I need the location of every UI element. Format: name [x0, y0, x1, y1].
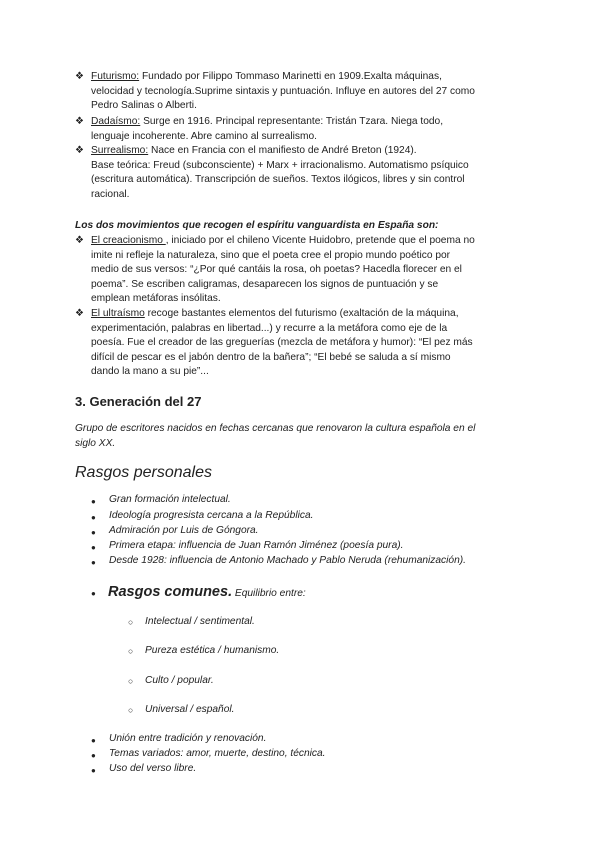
text-line: Fundado por Filippo Tommaso Marinetti en 1909.Exalta máquinas, [139, 71, 442, 82]
list-item-surrealismo [75, 144, 531, 202]
equilibrio-item: Pureza estética / humanismo. [145, 645, 280, 656]
term-dadaismo: Dadaísmo: [91, 116, 141, 127]
equilibrio-item: Culto / popular. [145, 675, 214, 686]
list-item-rasgo: Gran formación intelectual. [109, 494, 231, 505]
equilibrio-item: Universal / español. [145, 704, 235, 715]
text-line: siglo XX. [75, 437, 116, 449]
bullet-icon: ● [91, 751, 96, 760]
equilibrio-item: Intelectual / sentimental. [145, 616, 255, 627]
text-line: medio de sus versos: “¿Por qué cantáis la rosa, oh poetas? Hacedla florecer en el [91, 264, 462, 276]
circle-bullet-icon: ○ [128, 646, 134, 656]
rasgos-comunes-title: Rasgos comunes. [108, 584, 233, 600]
diamond-bullet-icon: ❖ [75, 235, 84, 246]
term-ultraismo: El ultraísmo [91, 308, 145, 319]
text-line: (escritura automática). Transcripción de sueños. Textos ilógicos, libres y sin control [91, 174, 465, 186]
bullet-icon: ● [91, 766, 96, 775]
text-line: imite ni refleje la naturaleza, sino que el poeta cree el propio mundo poético por [91, 249, 451, 261]
bullet-icon: ● [91, 736, 96, 745]
term-surrealismo: Surrealismo: [91, 145, 149, 156]
intro-paragraph [75, 422, 545, 451]
list-item-futurismo [75, 70, 531, 114]
diamond-bullet-icon: ❖ [75, 308, 84, 319]
text-line: poema”. Se escriben caligramas, desaparecen los signos de puntuación y se [91, 278, 439, 290]
text-line: poesía. Fue el creador de las greguerías (mezcla de metáfora y humor): “El pez más [91, 337, 473, 349]
list-item-rasgo: Admiración por Luis de Góngora. [109, 525, 259, 536]
circle-bullet-icon: ○ [128, 617, 134, 627]
rasgos-comunes-heading [108, 583, 306, 601]
text-line: experimentación, palabras en libertad...) y recurre a la metáfora como eje de la [91, 322, 448, 334]
bullet-icon: ● [91, 513, 96, 522]
diamond-bullet-icon: ❖ [75, 145, 84, 156]
text-line: racional. [91, 188, 130, 200]
term-creacionismo: El creacionismo [91, 235, 166, 246]
diamond-bullet-icon: ❖ [75, 71, 84, 82]
list-item-ultraismo [75, 307, 531, 380]
bullet-icon: ● [91, 528, 96, 537]
text-line: difícil de pescar es el jabón dentro de la bañera”; “El bebé se saluda a sí mismo [91, 351, 451, 363]
text-line: , iniciado por el chileno Vicente Huidobro, pretende que el poema no [165, 235, 475, 246]
text-line: Surge en 1916. Principal representante: Tristán Tzara. Niega todo, [140, 116, 444, 127]
text-line: Nace en Francia con el manifiesto de André Breton (1924). [148, 145, 417, 156]
list-item-final: Unión entre tradición y renovación. [109, 733, 267, 744]
text-line: dando la mano a su pie”... [91, 366, 209, 378]
list-item-final: Temas variados: amor, muerte, destino, técnica. [109, 748, 326, 759]
list-item-dadaismo [75, 115, 531, 144]
circle-bullet-icon: ○ [128, 705, 134, 715]
espana-heading: Los dos movimientos que recogen el espíritu vanguardista en España son: [75, 220, 439, 231]
rasgos-personales-title: Rasgos personales [75, 464, 212, 481]
list-item-rasgo: Primera etapa: influencia de Juan Ramón Jiménez (poesía pura). [109, 540, 404, 551]
list-item-final: Uso del verso libre. [109, 763, 197, 774]
bullet-icon: ● [91, 497, 96, 506]
list-item-rasgo: Desde 1928: influencia de Antonio Machado y Pablo Neruda (rehumanización). [109, 555, 466, 566]
text-line: emplean metáforas insólitas. [91, 293, 221, 305]
term-futurismo: Futurismo: [91, 71, 140, 82]
text-line: lenguaje incoherente. Abre camino al surrealismo. [91, 130, 317, 142]
diamond-bullet-icon: ❖ [75, 116, 84, 127]
text-line: Base teórica: Freud (subconsciente) + Marx + irracionalismo. Automatismo psíquico [91, 159, 469, 171]
list-item-rasgo: Ideología progresista cercana a la República. [109, 510, 314, 521]
text-line: recoge bastantes elementos del futurismo (exaltación de la máquina, [144, 308, 459, 319]
bullet-icon: ● [91, 543, 96, 552]
text-line: velocidad y tecnología.Suprime sintaxis y puntuación. Influye en autores del 27 como [91, 85, 475, 97]
section-title: 3. Generación del 27 [75, 394, 202, 409]
list-item-creacionismo [75, 234, 531, 307]
bullet-icon: ● [91, 558, 96, 567]
text-line: Pedro Salinas o Alberti. [91, 100, 197, 112]
text-line: Grupo de escritores nacidos en fechas cercanas que renovaron la cultura española en el [75, 423, 476, 434]
circle-bullet-icon: ○ [128, 676, 134, 686]
bullet-icon: ● [91, 589, 96, 598]
rasgos-comunes-sub: Equilibrio entre: [232, 588, 306, 599]
